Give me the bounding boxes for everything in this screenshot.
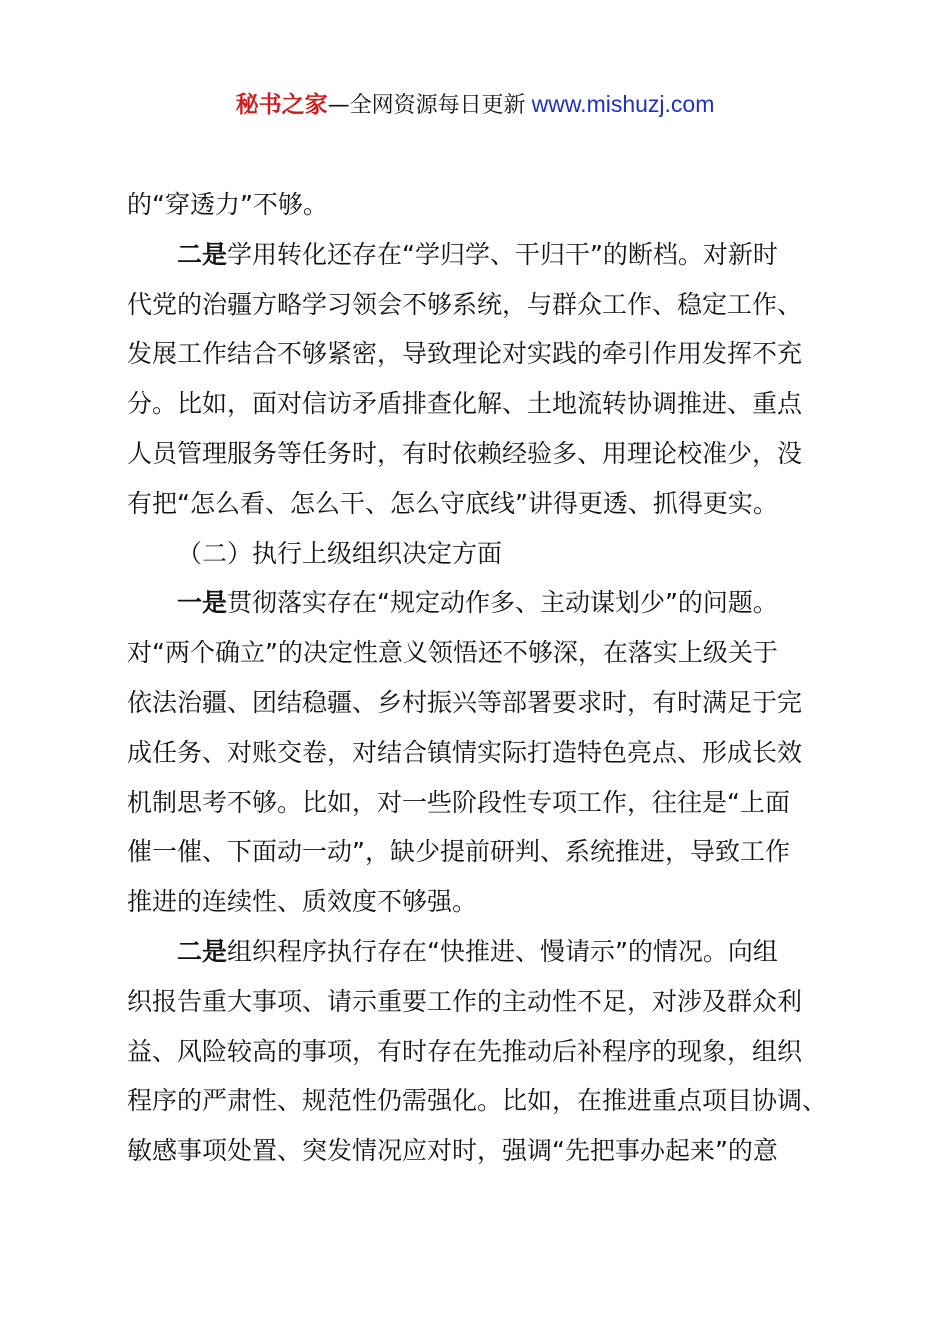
text-line — [127, 927, 847, 977]
line-text: 学用转化还存在“学归学、干归干”的断档。对新时 — [227, 239, 778, 269]
line-text: 依法治疆、团结稳疆、乡村振兴等部署要求时，有时满足于完 — [127, 687, 803, 717]
website-link[interactable]: www.mishuzj.com — [531, 91, 715, 117]
text-line — [127, 827, 847, 877]
watermark-header — [0, 86, 950, 124]
line-text: 机制思考不够。比如，对一些阶段性专项工作，往往是“上面 — [127, 787, 790, 817]
line-text: 分。比如，面对信访矛盾排查化解、土地流转协调推进、重点 — [127, 389, 803, 419]
line-text: 发展工作结合不够紧密，导致理论对实践的牵引作用发挥不充 — [127, 339, 803, 369]
text-line — [127, 877, 847, 927]
line-text: 代党的治疆方略学习领会不够系统，与群众工作、稳定工作、 — [127, 289, 803, 319]
line-text: 的“穿透力”不够。 — [127, 190, 328, 219]
line-text: 贯彻落实存在“规定动作多、主动谋划少”的问题。 — [227, 588, 778, 618]
line-text: 有把“怎么看、怎么干、怎么守底线”讲得更透、抓得更实。 — [127, 488, 778, 518]
brand-name: 秘书之家 — [235, 92, 328, 118]
text-line — [127, 778, 847, 828]
paragraph-lead: 二是 — [177, 239, 228, 269]
line-text: 程序的严肃性、规范性仍需强化。比如，在推进重点项目协调、 — [127, 1086, 828, 1116]
text-line — [127, 578, 847, 628]
line-text: 成任务、对账交卷，对结合镇情实际打造特色亮点、形成长效 — [127, 737, 803, 767]
header-tagline: —全网资源每日更新 — [327, 93, 526, 118]
line-text: （二）执行上级组织决定方面 — [177, 538, 503, 568]
text-line — [127, 628, 847, 678]
text-line — [127, 429, 847, 479]
line-text: 敏感事项处置、突发情况应对时，强调“先把事办起来”的意 — [127, 1136, 778, 1166]
line-text: 推进的连续性、质效度不够强。 — [127, 887, 478, 917]
text-line — [127, 728, 847, 778]
text-line — [127, 329, 847, 379]
text-line — [127, 379, 847, 429]
text-line — [127, 1027, 847, 1077]
line-text: 益、风险较高的事项，有时存在先推动后补程序的现象，组织 — [127, 1036, 803, 1066]
text-line — [127, 230, 847, 280]
text-line — [127, 977, 847, 1027]
document-body — [127, 180, 847, 1176]
text-line — [127, 529, 847, 579]
text-line — [127, 280, 847, 330]
line-text: 人员管理服务等任务时，有时依赖经验多、用理论校准少，没 — [127, 438, 803, 468]
text-line — [127, 678, 847, 728]
line-text: 织报告重大事项、请示重要工作的主动性不足，对涉及群众利 — [127, 986, 803, 1016]
text-line — [127, 1126, 847, 1176]
line-text: 组织程序执行存在“快推进、慢请示”的情况。向组 — [227, 936, 778, 966]
line-text: 对“两个确立”的决定性意义领悟还不够深，在落实上级关于 — [127, 638, 778, 668]
paragraph-lead: 二是 — [177, 936, 228, 966]
text-line — [127, 479, 847, 529]
paragraph-lead: 一是 — [177, 588, 228, 618]
text-line — [127, 180, 847, 230]
line-text: 催一催、下面动一动”，缺少提前研判、系统推进，导致工作 — [127, 837, 790, 867]
text-line — [127, 1076, 847, 1126]
